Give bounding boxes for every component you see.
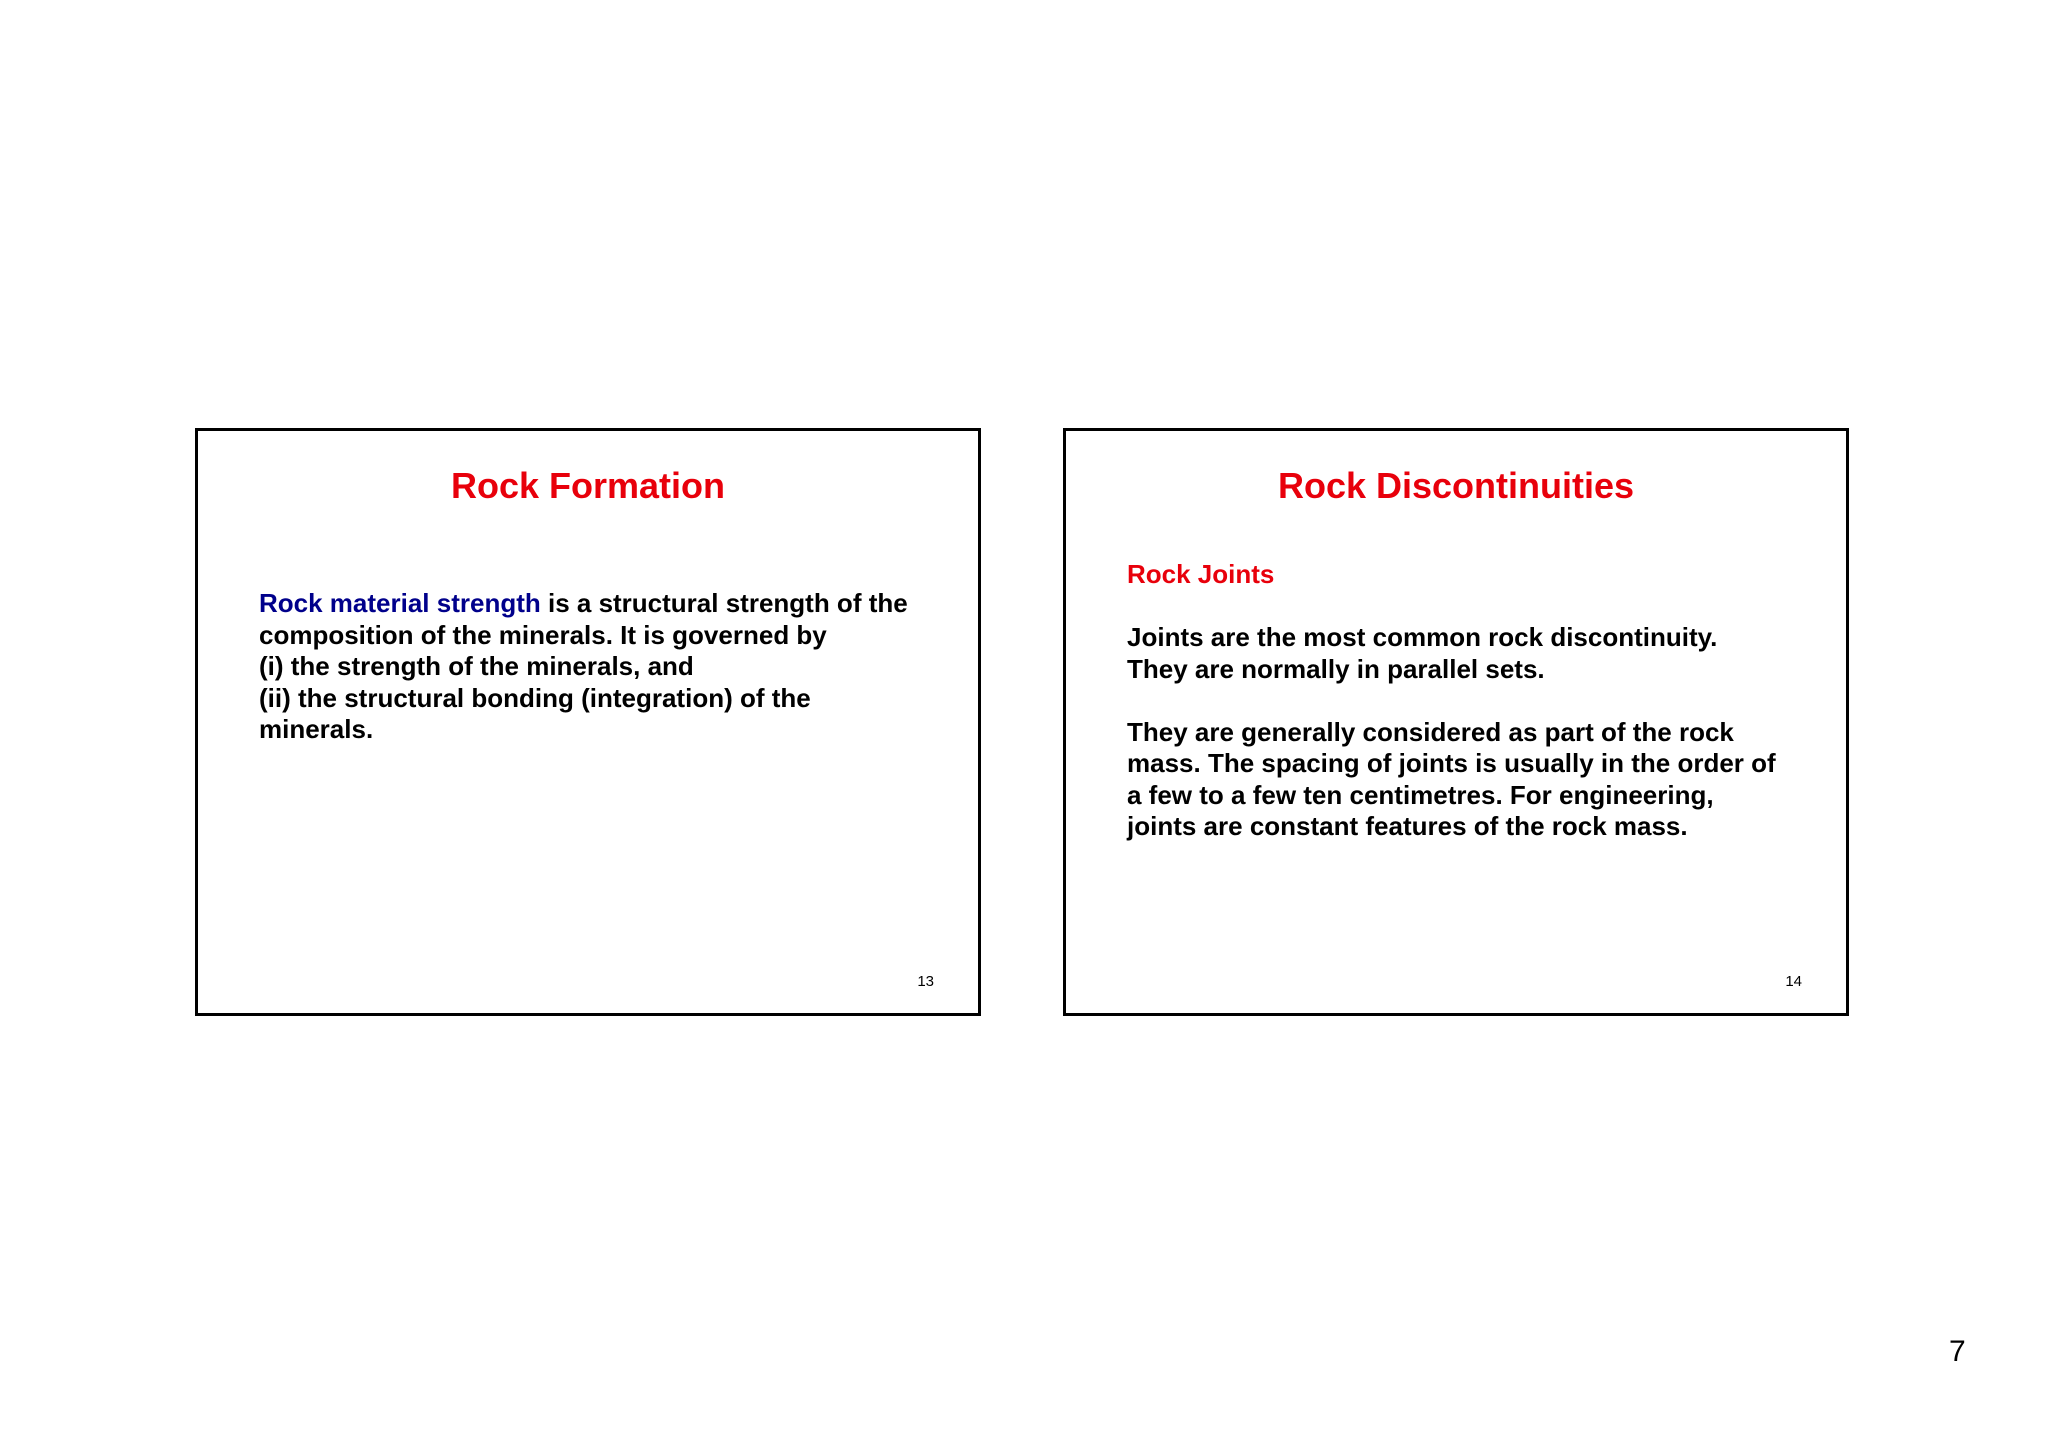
slide-number: 13 bbox=[917, 973, 934, 990]
body-line bbox=[259, 588, 938, 620]
body-line: joints are constant features of the rock mass. bbox=[1127, 811, 1688, 841]
slide-body bbox=[1127, 559, 1806, 843]
body-line: Joints are the most common rock discontinuity. bbox=[1127, 622, 1718, 652]
page-number: 7 bbox=[1949, 1335, 1966, 1368]
body-text: is a structural strength of the bbox=[540, 588, 908, 618]
highlight-term: Rock material strength bbox=[259, 588, 541, 618]
body-line: a few to a few ten centimetres. For engineering, bbox=[1127, 779, 1714, 810]
body-line: mass. The spacing of joints is usually in the order of bbox=[1127, 748, 1776, 778]
slide-number: 14 bbox=[1785, 973, 1802, 990]
body-line: (ii) the structural bonding (integration) of the bbox=[259, 682, 811, 713]
body-line: composition of the minerals. It is governed by bbox=[259, 619, 827, 650]
slide-13 bbox=[195, 428, 981, 1016]
body-line: minerals. bbox=[259, 714, 374, 744]
spacer bbox=[1127, 591, 1806, 623]
body-line: They are normally in parallel sets. bbox=[1127, 653, 1545, 684]
slide-body bbox=[259, 588, 938, 746]
slide-14 bbox=[1063, 428, 1849, 1016]
slide-title: Rock Discontinuities bbox=[1277, 465, 1635, 506]
slide-title: Rock Formation bbox=[450, 465, 726, 506]
spacer bbox=[1127, 685, 1806, 717]
subheading: Rock Joints bbox=[1127, 559, 1275, 589]
body-line: They are generally considered as part of the rock bbox=[1127, 716, 1734, 747]
body-line: (i) the strength of the minerals, and bbox=[259, 651, 694, 681]
